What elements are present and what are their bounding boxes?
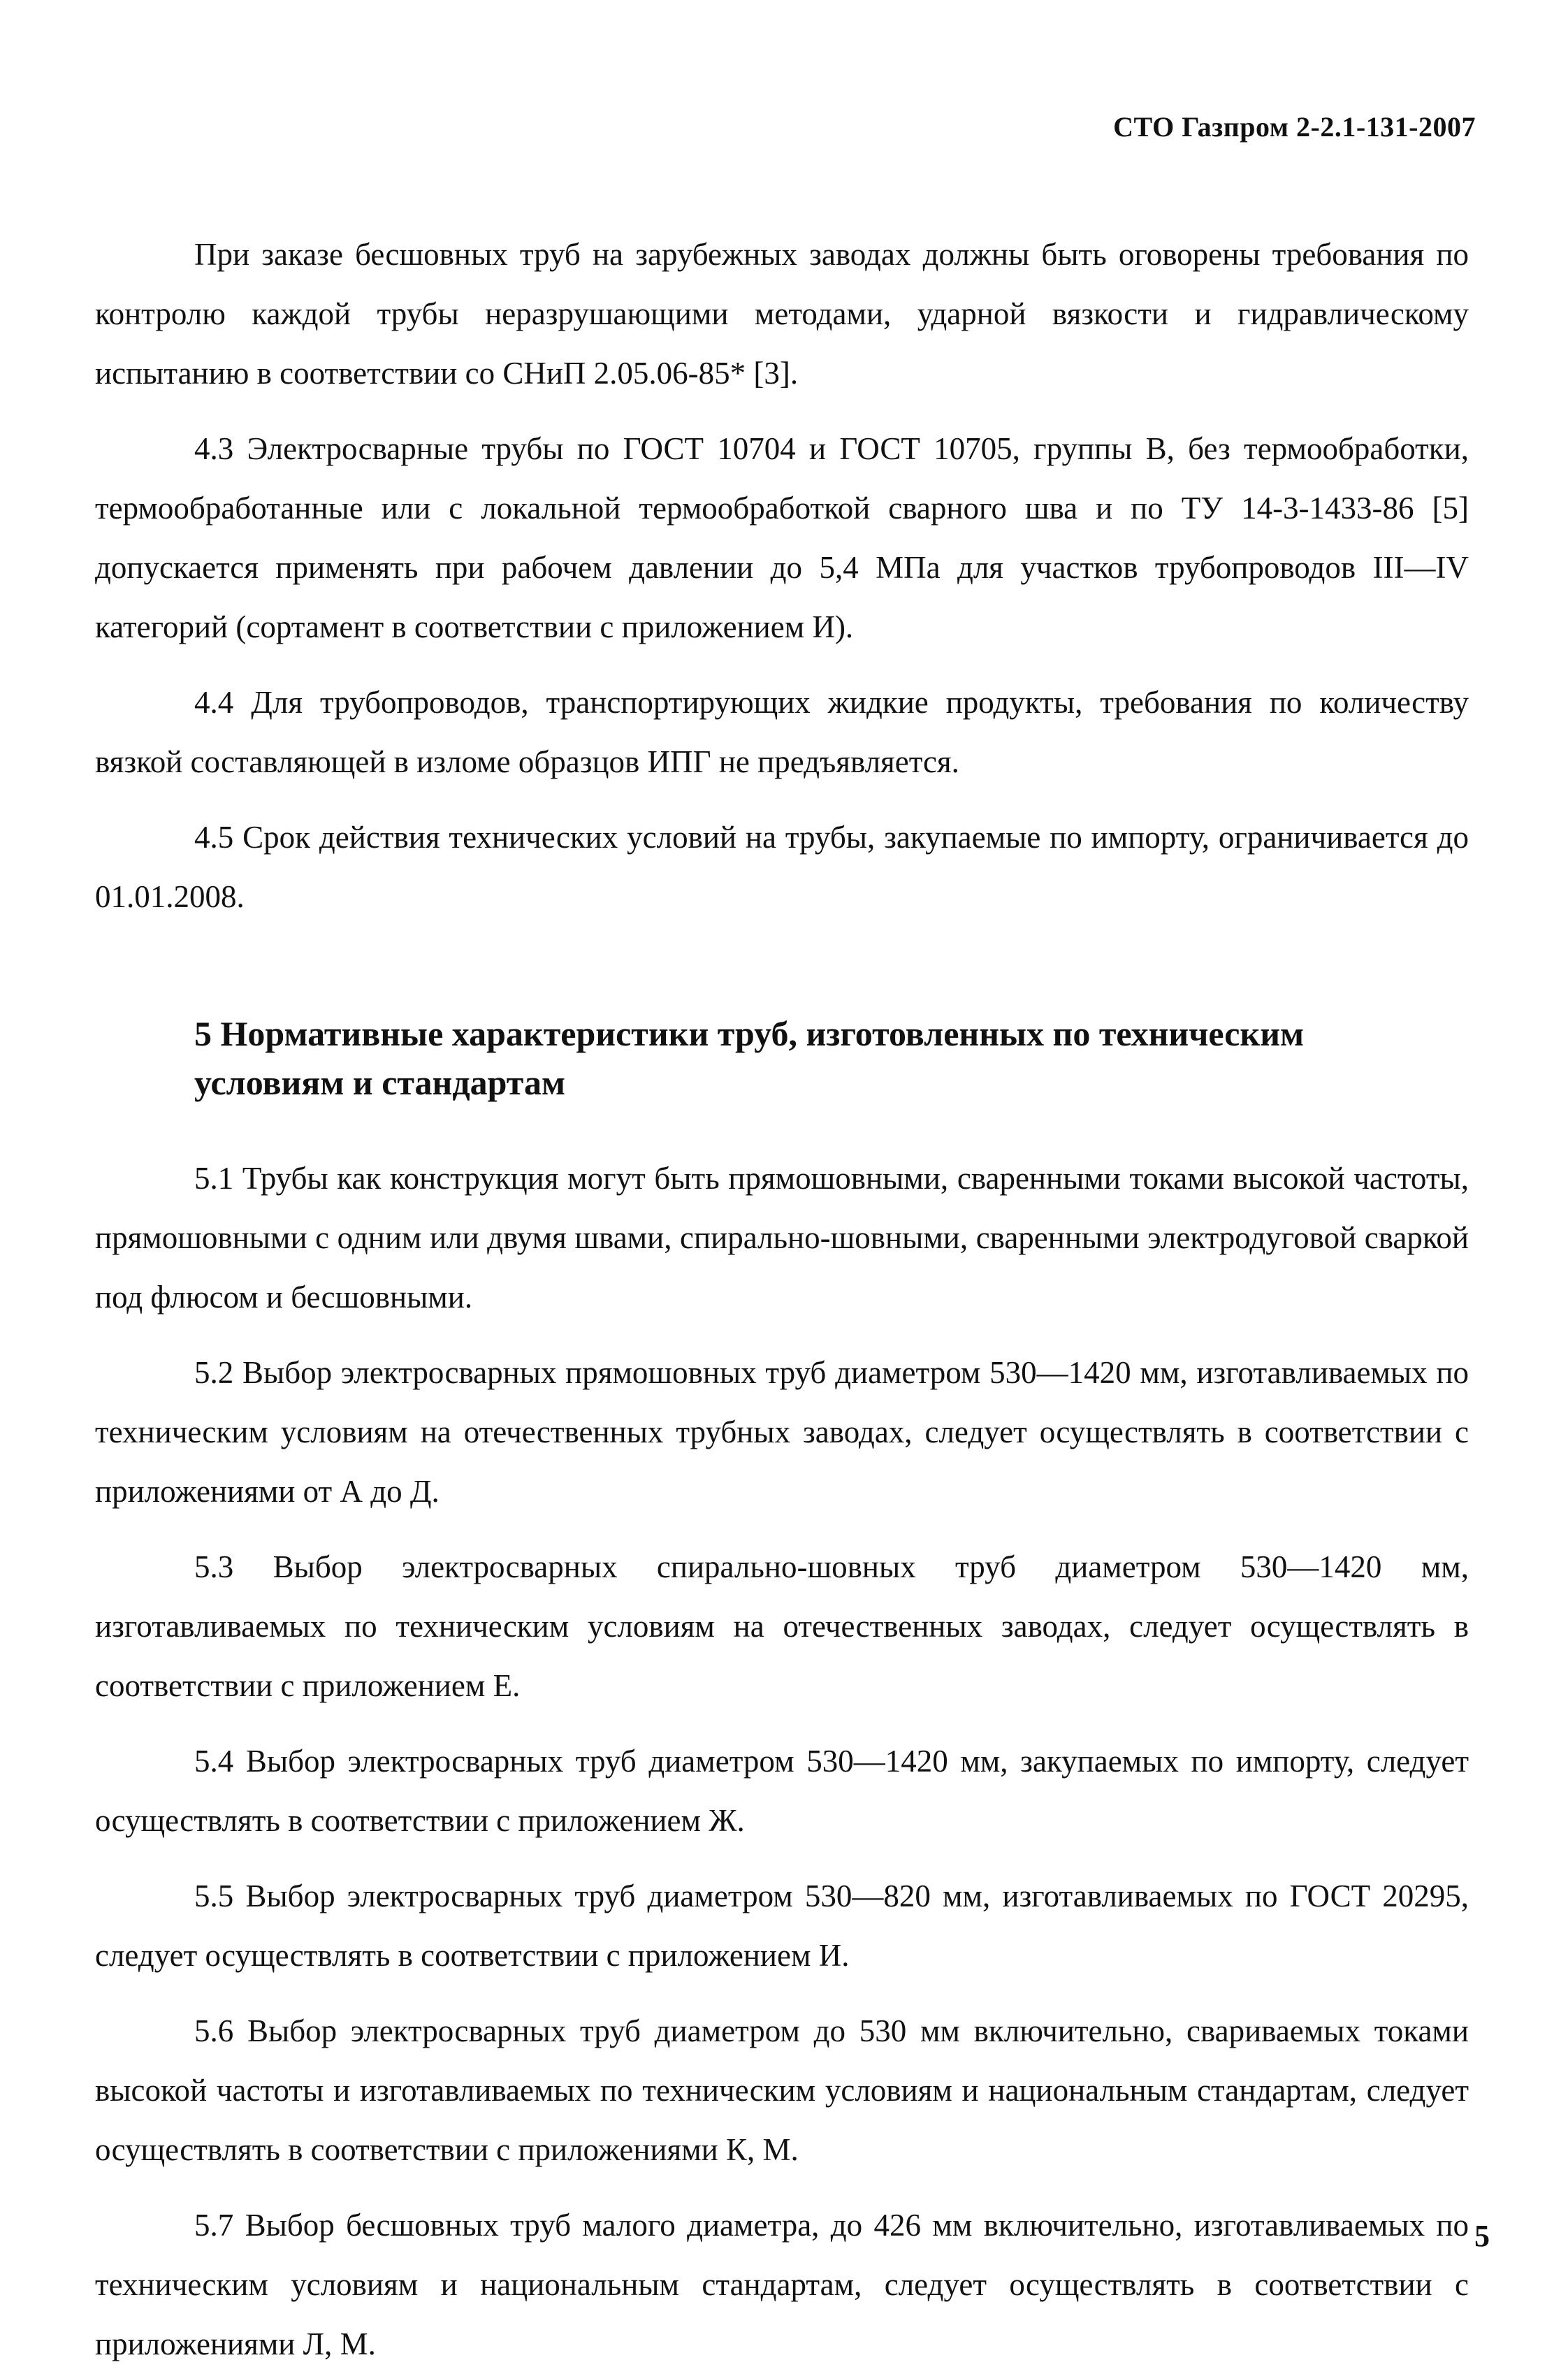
paragraph-5-3: 5.3 Выбор электросварных спирально-шовных труб диаметром 530—1420 мм, изготавливаемых по техническим условиям на отечественных заводах, следует осуществлять в соответствии с приложением Е. [95, 1549, 1469, 1703]
paragraph-5-4: 5.4 Выбор электросварных труб диаметром 530—1420 мм, закупаемых по импорту, следует осуществлять в соответствии с приложением Ж. [95, 1744, 1469, 1838]
page-content [95, 225, 1469, 2374]
document-code-header: СТО Газпром 2-2.1-131-2007 [1113, 111, 1476, 143]
paragraph-4-5: 4.5 Срок действия технических условий на трубы, закупаемые по импорту, ограничивается до 01.01.2008. [95, 820, 1469, 914]
section-5-heading: 5 Нормативные характеристики труб, изготовленных по техническим условиям и стандартам [194, 1014, 1305, 1102]
paragraph-4-4: 4.4 Для трубопроводов, транспортирующих жидкие продукты, требования по количеству вязкой составляющей в изломе образцов ИПГ не предъявляется. [95, 685, 1469, 779]
paragraph-5-1: 5.1 Трубы как конструкция могут быть прямошовными, сваренными токами высокой частоты, прямошовными с одним или двумя швами, спирально-шовными, сваренными электродуговой сваркой под флюсом и бесшовными. [95, 1161, 1469, 1315]
paragraph-4-3: 4.3 Электросварные трубы по ГОСТ 10704 и ГОСТ 10705, группы В, без термообработки, термообработанные или с локальной термообработкой сварного шва и по ТУ 14-3-1433-86 [5] допускается применять при рабочем давлении до 5,4 МПа для участков трубопроводов III—IV категорий (сортамент в соответствии с приложением И). [95, 431, 1469, 644]
paragraph-5-2: 5.2 Выбор электросварных прямошовных труб диаметром 530—1420 мм, изготавливаемых по техническим условиям на отечественных трубных заводах, следует осуществлять в соответствии с приложениями от А до Д. [95, 1355, 1469, 1509]
paragraph-5-6: 5.6 Выбор электросварных труб диаметром до 530 мм включительно, свариваемых токами высокой частоты и изготавливаемых по техническим условиям и национальным стандартам, следует осуществлять в соответствии с приложениями К, М. [95, 2013, 1469, 2167]
paragraph-5-5: 5.5 Выбор электросварных труб диаметром 530—820 мм, изготавливаемых по ГОСТ 20295, следует осуществлять в соответствии с приложением И. [95, 1879, 1469, 1973]
paragraph-seamless-pipes-order: При заказе бесшовных труб на зарубежных заводах должны быть оговорены требования по контролю каждой трубы неразрушающими методами, ударной вязкости и гидравлическому испытанию в соответствии со СНиП 2.05.06-85* [3]. [95, 237, 1469, 391]
paragraph-5-7: 5.7 Выбор бесшовных труб малого диаметра, до 426 мм включительно, изготавливаемых по техническим условиям и национальным стандартам, следует осуществлять в соответствии с приложениями Л, М. [95, 2208, 1469, 2361]
page-number: 5 [1474, 2219, 1490, 2253]
